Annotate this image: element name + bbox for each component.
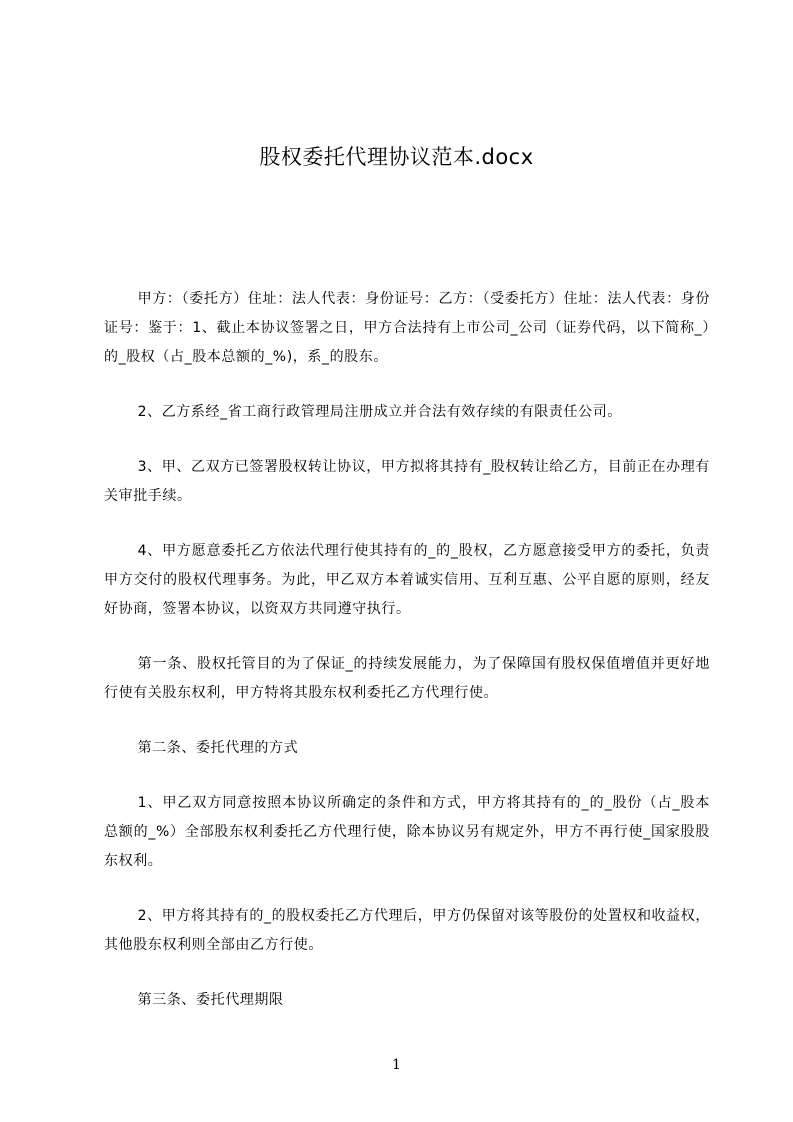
paragraph-clause-2: 2、乙方系经_省工商行政管理局注册成立并合法有效存续的有限责任公司。: [137, 404, 622, 420]
heading-article-2: 第二条、委托代理的方式: [137, 740, 299, 756]
paragraph-clause-4: 4、甲方愿意委托乙方依法代理行使其持有的_的_股权，乙方愿意接受甲方的委托，负责甲方交付的股权代理事务。为此，甲乙双方本着诚实信用、互利互惠、公平自愿的原则，经友好协商，签署本协议，以资双方共同遵守执行。: [104, 543, 710, 617]
paragraph-clause-3: 3、甲、乙双方已签署股权转让协议，甲方拟将其持有_股权转让给乙方，目前正在办理有关审批手续。: [104, 459, 710, 504]
document-body: [104, 285, 710, 1041]
paragraph-article-2-item-2: 2、甲方将其持有的_的股权委托乙方代理后，甲方仍保留对该等股份的处置权和收益权，其他股东权利则全部由乙方行使。: [104, 908, 710, 953]
paragraph-parties: 甲方：（委托方）住址：法人代表：身份证号：乙方：（受委托方）住址：法人代表：身份证号：鉴于：1、截止本协议签署之日，甲方合法持有上市公司_公司（证券代码，以下简称_）的_股权（占_股本总额的_%)，系_的股东。: [104, 291, 710, 365]
paragraph-article-1: 第一条、股权托管目的为了保证_的持续发展能力，为了保障国有股权保值增值并更好地行使有关股东权利，甲方特将其股东权利委托乙方代理行使。: [104, 656, 710, 701]
paragraph-article-2-item-1: 1、甲乙双方同意按照本协议所确定的条件和方式，甲方将其持有的_的_股份（占_股本总额的_%）全部股东权利委托乙方代理行使，除本协议另有规定外，甲方不再行使_国家股股东权利。: [104, 795, 710, 869]
document-title: 股权委托代理协议范本.docx: [259, 145, 534, 169]
page-number: 1: [392, 1057, 401, 1073]
heading-article-3: 第三条、委托代理期限: [137, 992, 284, 1008]
